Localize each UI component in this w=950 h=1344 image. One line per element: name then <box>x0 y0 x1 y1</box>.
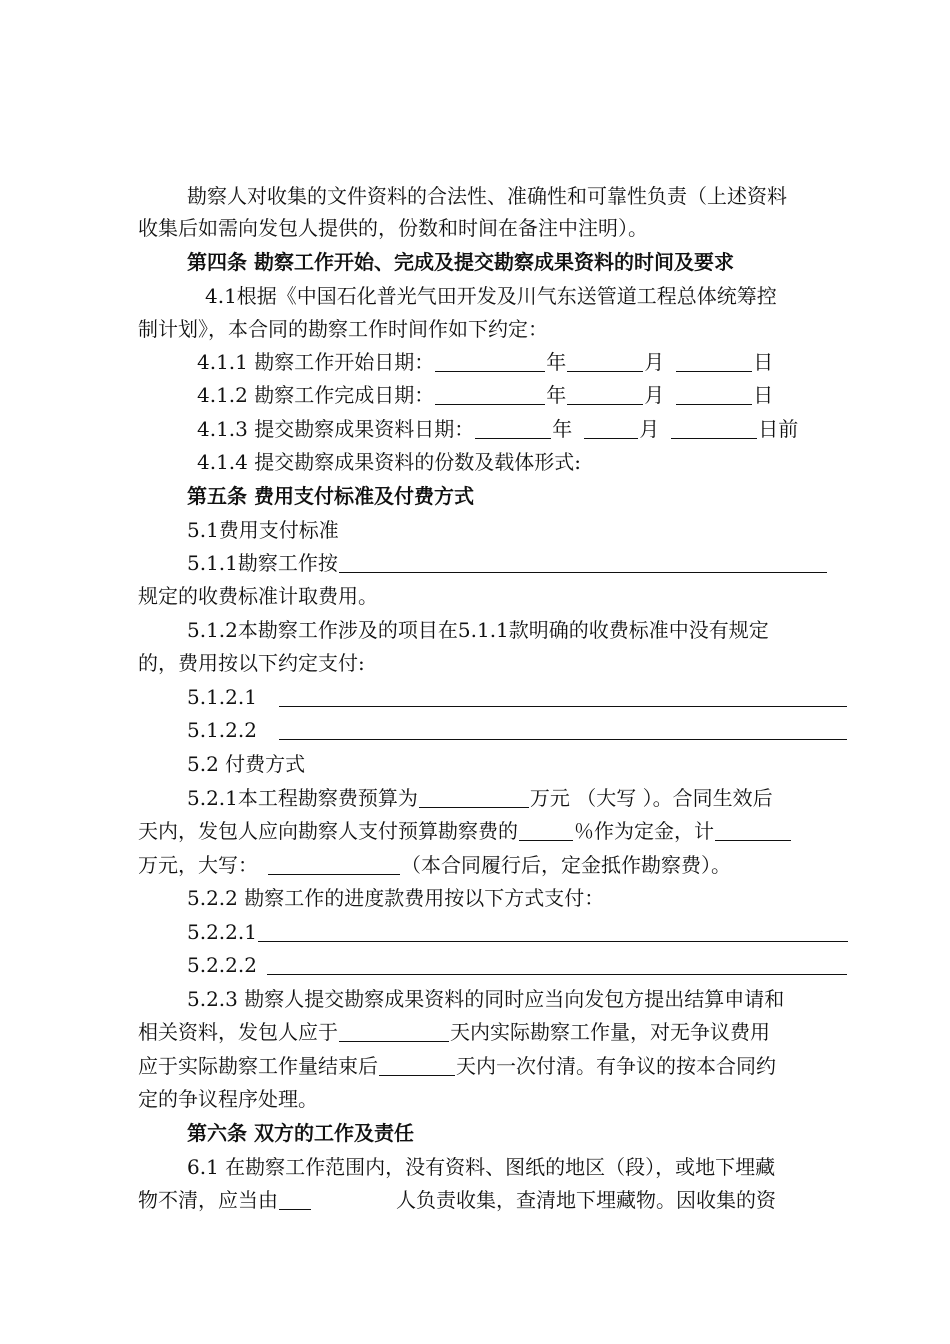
blank-line <box>279 717 847 740</box>
text: 5.2 付费方式 <box>187 752 306 776</box>
blank-line <box>671 416 757 439</box>
text: 6.1 在勘察工作范围内，没有资料、图纸的地区（段），或地下埋藏 <box>187 1155 776 1179</box>
text: 日前 <box>758 417 799 441</box>
blank-line <box>435 349 545 372</box>
text: 5.2.2 勘察工作的进度款费用按以下方式支付： <box>187 886 605 910</box>
text: 年 <box>546 383 567 407</box>
text: 5.1费用支付标准 <box>187 518 339 542</box>
paragraph-line <box>205 280 777 313</box>
text: 规定的收费标准计取费用。 <box>138 584 378 608</box>
text: 5.2.2.1 <box>187 920 257 944</box>
text: 4.1.1 勘察工作开始日期： <box>197 350 435 374</box>
paragraph-line <box>138 1083 318 1116</box>
item-4-1-1 <box>197 346 773 379</box>
blank-line <box>267 952 847 975</box>
text: 5.1.2.1 <box>187 685 257 709</box>
blank-line <box>676 382 752 405</box>
item-4-1-3 <box>197 413 798 446</box>
blank-line <box>419 785 529 808</box>
blank-line <box>567 382 643 405</box>
text: 制计划》，本合同的勘察工作时间作如下约定： <box>138 317 548 341</box>
item-5-2-2-2 <box>187 949 848 982</box>
text: 4.1.4 提交勘察成果资料的份数及载体形式: <box>197 450 581 474</box>
paragraph-line <box>138 1016 770 1049</box>
text: 物不清，应当由 <box>138 1188 278 1212</box>
paragraph-line <box>138 647 365 680</box>
blank-line <box>475 416 551 439</box>
blank-line <box>258 919 848 942</box>
item-4-1-2 <box>197 379 773 412</box>
text: （本合同履行后，定金抵作勘察费）。 <box>401 853 731 877</box>
heading-text: 第六条 双方的工作及责任 <box>187 1121 414 1145</box>
text: 5.1.2本勘察工作涉及的项目在5.1.1款明确的收费标准中没有规定 <box>187 618 769 642</box>
text: 天内，发包人应向勘察人支付预算勘察费的 <box>138 819 518 843</box>
section-5-2-3 <box>187 983 784 1016</box>
section-5-2 <box>187 748 305 781</box>
text: 定的争议程序处理。 <box>138 1087 318 1111</box>
text: 5.1.2.2 <box>187 718 257 742</box>
section-5-1 <box>187 514 339 547</box>
article-5-title <box>187 480 474 513</box>
blank-line <box>339 1019 449 1042</box>
paragraph-line <box>138 580 378 613</box>
text: 应于实际勘察工作量结束后 <box>138 1054 378 1078</box>
text: 日 <box>753 383 774 407</box>
text: 5.1.1勘察工作按 <box>187 551 338 575</box>
item-4-1-4 <box>197 446 581 479</box>
blank-line <box>519 818 573 841</box>
paragraph-line <box>138 212 648 245</box>
text: 勘察人对收集的文件资料的合法性、准确性和可靠性负责（上述资料 <box>187 184 787 208</box>
article-4-title <box>187 246 734 279</box>
text: 5.2.1本工程勘察费预算为 <box>187 786 418 810</box>
text: 月 <box>644 350 665 374</box>
paragraph-line <box>187 180 787 213</box>
text: 万元，大写： <box>138 853 258 877</box>
blank-line <box>279 684 847 707</box>
item-5-2-2-1 <box>187 916 849 949</box>
blank-line <box>379 1053 455 1076</box>
paragraph-line <box>138 1050 776 1083</box>
text: 年 <box>552 417 573 441</box>
paragraph-line <box>138 1184 776 1217</box>
text: 5.2.2.2 <box>187 953 257 977</box>
blank-line <box>567 349 643 372</box>
text: 收集后如需向发包人提供的，份数和时间在备注中注明）。 <box>138 216 648 240</box>
blank-line <box>279 1187 311 1210</box>
blank-line <box>715 818 791 841</box>
heading-text: 第四条 勘察工作开始、完成及提交勘察成果资料的时间及要求 <box>187 250 734 274</box>
text: 日 <box>753 350 774 374</box>
text: 相关资料，发包人应于 <box>138 1020 338 1044</box>
text: 天内一次付清。有争议的按本合同约 <box>456 1054 776 1078</box>
paragraph-line <box>138 313 548 346</box>
blank-line <box>268 852 400 875</box>
paragraph-line <box>138 849 731 882</box>
text: 4.1.3 提交勘察成果资料日期： <box>197 417 475 441</box>
item-5-1-2-2 <box>187 714 848 747</box>
text: 5.2.3 勘察人提交勘察成果资料的同时应当向发包方提出结算申请和 <box>187 987 785 1011</box>
text: 人负责收集，查清地下埋藏物。因收集的资 <box>396 1188 776 1212</box>
text: ％作为定金，计 <box>574 819 714 843</box>
text: 的，费用按以下约定支付: <box>138 651 365 675</box>
text: 万元 （大写 ）。合同生效后 <box>529 786 773 810</box>
section-6-1 <box>187 1151 775 1184</box>
text: 4.1根据《中国石化普光气田开发及川气东送管道工程总体统筹控 <box>205 284 777 308</box>
text: 天内实际勘察工作量，对无争议费用 <box>450 1020 770 1044</box>
section-5-1-1 <box>187 547 828 580</box>
text: 月 <box>644 383 665 407</box>
blank-line <box>584 416 638 439</box>
section-5-2-2 <box>187 882 604 915</box>
heading-text: 第五条 费用支付标准及付费方式 <box>187 484 474 508</box>
article-6-title <box>187 1117 414 1150</box>
section-5-1-2 <box>187 614 769 647</box>
text: 4.1.2 勘察工作完成日期： <box>197 383 435 407</box>
text: 年 <box>546 350 567 374</box>
paragraph-line <box>138 815 792 848</box>
blank-line <box>676 349 752 372</box>
section-5-2-1 <box>187 782 773 815</box>
text: 月 <box>639 417 660 441</box>
item-5-1-2-1 <box>187 681 848 714</box>
blank-line <box>435 382 545 405</box>
blank-line <box>339 550 827 573</box>
